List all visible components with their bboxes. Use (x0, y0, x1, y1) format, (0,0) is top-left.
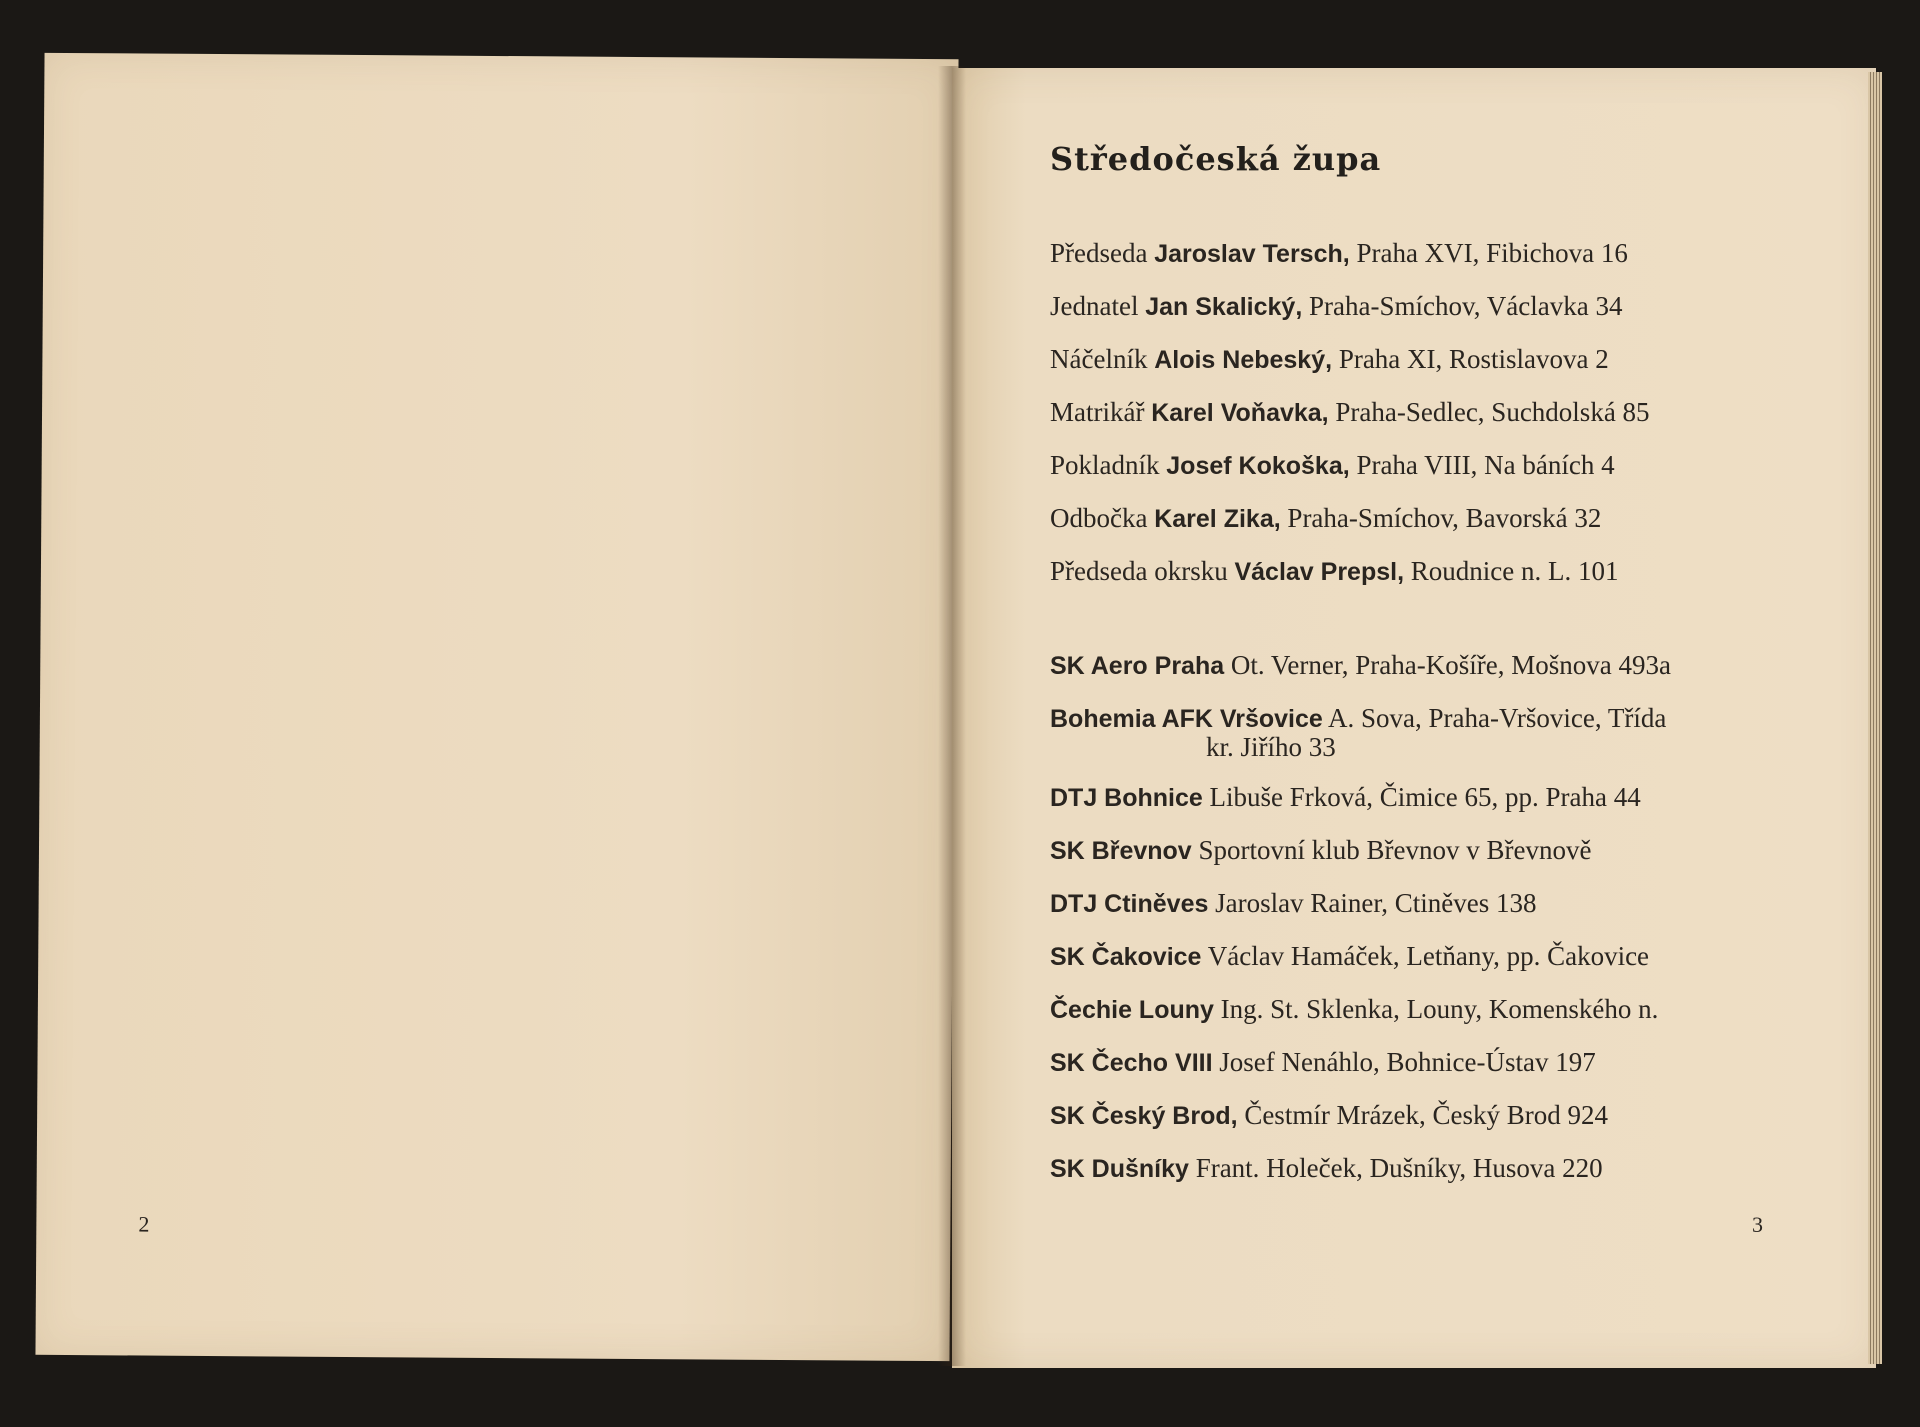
club-contact: Ing. St. Sklenka, Louny, Komenského n. (1220, 994, 1659, 1024)
club-name: DTJ Ctiněves (1050, 890, 1209, 918)
page-edges (1868, 72, 1882, 1364)
club-row (1050, 782, 1641, 813)
official-name: Jaroslav Tersch, (1154, 240, 1350, 268)
club-contact: Sportovní klub Břevnov v Břevnově (1198, 835, 1592, 865)
club-name: SK Čakovice (1050, 943, 1202, 971)
club-name: Bohemia AFK Vršovice (1050, 705, 1323, 733)
official-row (1050, 450, 1615, 481)
official-role: Předseda okrsku (1050, 556, 1228, 586)
club-name: SK Břevnov (1050, 837, 1192, 865)
club-name: Čechie Louny (1050, 996, 1214, 1024)
official-address: Praha-Smíchov, Václavka 34 (1309, 291, 1623, 321)
club-contact: Jaroslav Rainer, Ctiněves 138 (1215, 888, 1537, 918)
club-contact: Frant. Holeček, Dušníky, Husova 220 (1195, 1153, 1603, 1183)
club-contact: Václav Hamáček, Letňany, pp. Čakovice (1207, 941, 1650, 971)
club-name: SK Český Brod, (1050, 1102, 1238, 1130)
page-number-right: 3 (1752, 1212, 1763, 1237)
official-row (1050, 397, 1650, 428)
club-row (1050, 1153, 1603, 1184)
official-address: Roudnice n. L. 101 (1410, 556, 1619, 586)
club-row (1050, 1047, 1596, 1078)
official-role: Jednatel (1050, 291, 1139, 321)
official-row (1050, 503, 1601, 534)
official-role: Matrikář (1050, 397, 1145, 427)
official-row (1050, 556, 1619, 587)
official-name: Václav Prepsl, (1234, 558, 1405, 586)
page-number-left: 2 (138, 1211, 150, 1237)
club-name: SK Aero Praha (1050, 652, 1225, 680)
club-name: SK Dušníky (1050, 1155, 1189, 1183)
club-name: SK Čecho VIII (1050, 1049, 1213, 1077)
club-row (1050, 1100, 1608, 1131)
club-name: DTJ Bohnice (1050, 784, 1203, 812)
club-contact: Čestmír Mrázek, Český Brod 924 (1244, 1100, 1609, 1130)
official-name: Josef Kokoška, (1166, 452, 1350, 480)
club-row (1050, 650, 1671, 681)
club-row (1050, 994, 1658, 1025)
official-row (1050, 238, 1628, 269)
book-gutter (938, 66, 966, 1366)
official-row (1050, 344, 1609, 375)
official-address: Praha XVI, Fibichova 16 (1356, 238, 1628, 268)
official-row (1050, 291, 1622, 322)
official-address: Praha-Smíchov, Bavorská 32 (1287, 503, 1602, 533)
page-heading: Středočeská župa (1050, 140, 1382, 178)
official-role: Předseda (1050, 238, 1148, 268)
official-address: Praha-Sedlec, Suchdolská 85 (1335, 397, 1650, 427)
club-contact-continuation: kr. Jiřího 33 (1206, 732, 1336, 762)
official-address: Praha VIII, Na báních 4 (1356, 450, 1615, 480)
official-role: Odbočka (1050, 503, 1148, 533)
club-contact: Josef Nenáhlo, Bohnice-Ústav 197 (1219, 1047, 1596, 1077)
left-page (35, 53, 958, 1361)
official-name: Jan Skalický, (1145, 293, 1303, 321)
official-role: Pokladník (1050, 450, 1160, 480)
club-contact: Ot. Verner, Praha-Košíře, Mošnova 493a (1230, 650, 1671, 680)
club-row (1050, 941, 1649, 972)
club-contact: Libuše Frková, Čimice 65, pp. Praha 44 (1209, 782, 1641, 812)
club-contact: A. Sova, Praha-Vršovice, Třída (1328, 703, 1667, 733)
official-name: Alois Nebeský, (1154, 346, 1333, 374)
club-row (1050, 835, 1591, 866)
official-name: Karel Voňavka, (1151, 399, 1329, 427)
official-address: Praha XI, Rostislavova 2 (1338, 344, 1609, 374)
official-name: Karel Zika, (1154, 505, 1281, 533)
official-role: Náčelník (1050, 344, 1148, 374)
club-row (1050, 888, 1537, 919)
club-row (1050, 703, 1666, 763)
